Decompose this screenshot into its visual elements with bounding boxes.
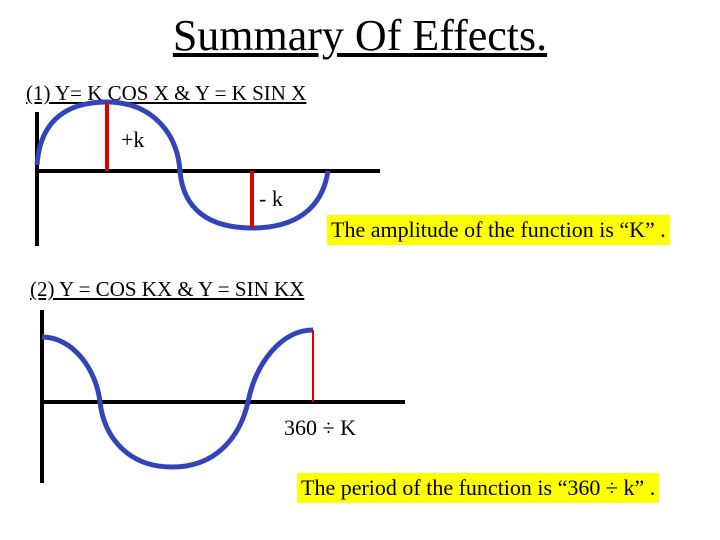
graph2-curve [42,330,313,467]
plus-k-label: +k [121,127,145,152]
graph1-curve [37,102,328,228]
amplitude-callout: The amplitude of the function is “K” . [327,215,670,245]
period-callout: The period of the function is “360 ÷ k” . [297,473,659,503]
section1-heading: (1) Y= K COS X & Y = K SIN X [26,81,307,105]
section2-heading: (2) Y = COS KX & Y = SIN KX [30,277,305,301]
minus-k-label: - k [259,186,283,211]
slide-title: Summary Of Effects. [172,11,548,60]
period-label: 360 ÷ K [284,415,356,440]
